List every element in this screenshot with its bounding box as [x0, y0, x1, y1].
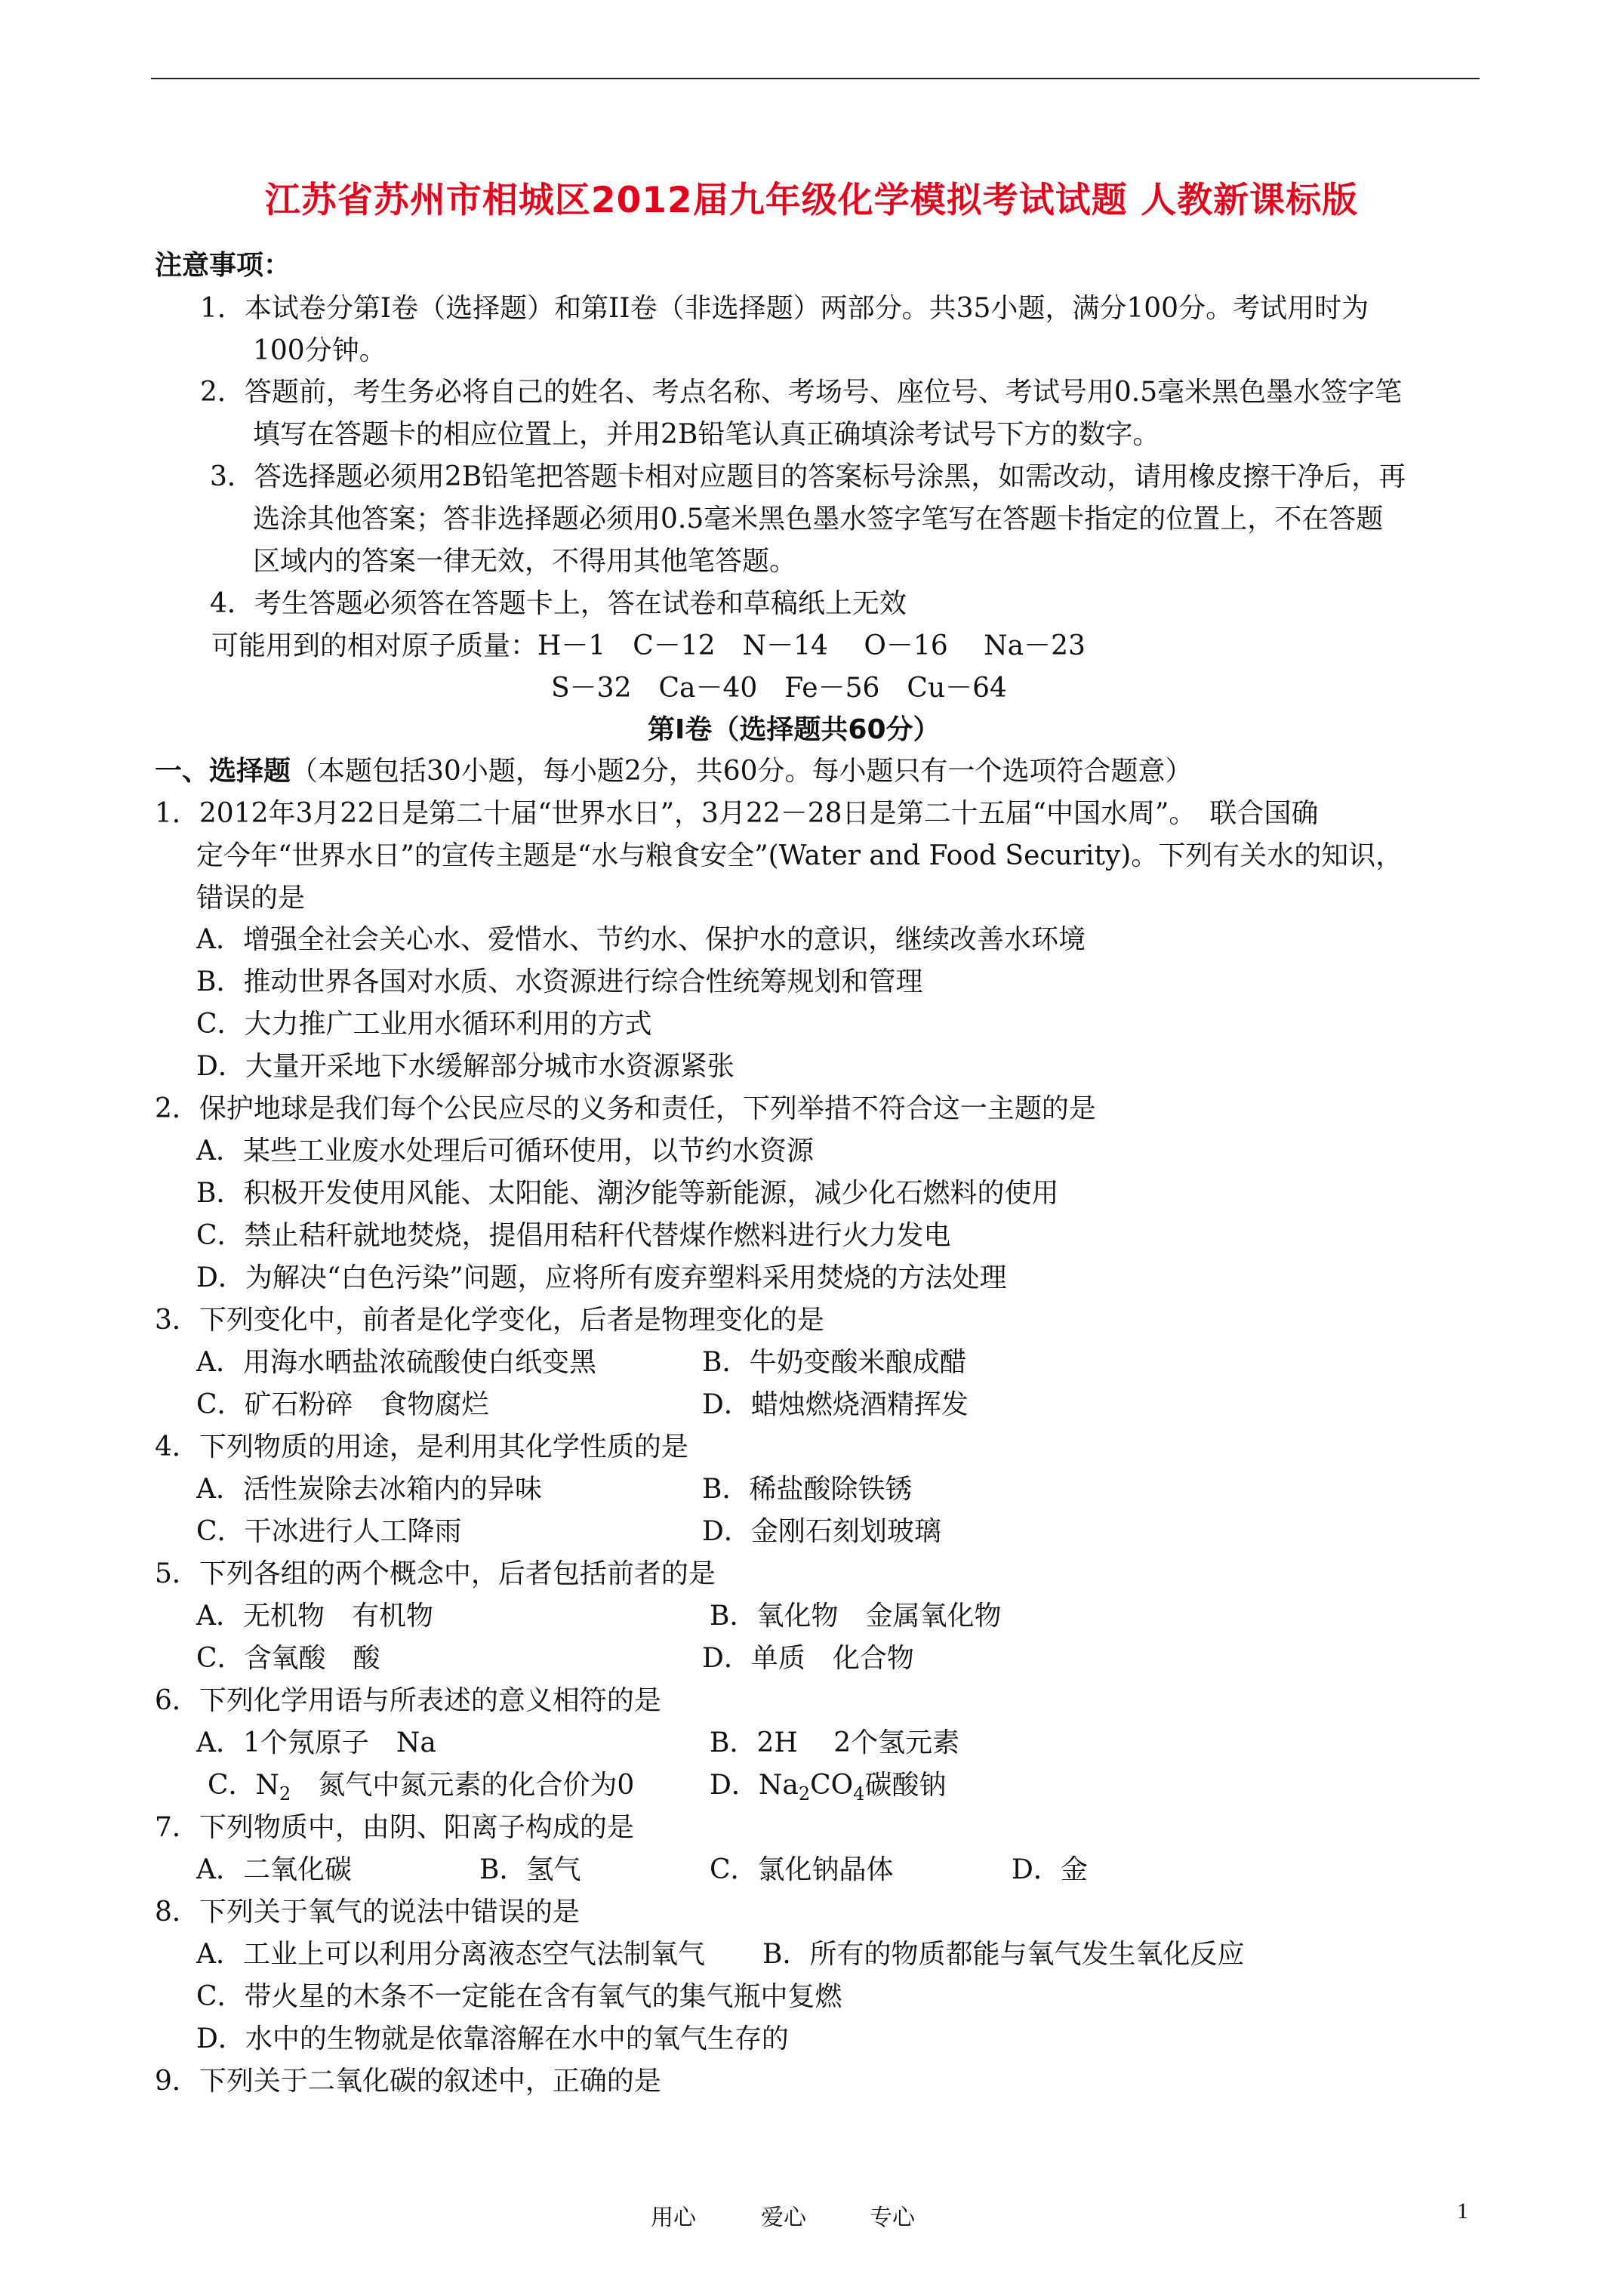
q1-option-d: D．大量开采地下水缓解部分城市水资源紧张	[196, 1051, 735, 1082]
q8-option-c: C．带火星的木条不一定能在含有氧气的集气瓶中复燃	[196, 1981, 842, 2012]
q1-option-a: A．增强全社会关心水、爱惜水、节约水、保护水的意识，继续改善水环境	[196, 924, 1086, 955]
q6-option-d: D．$Na_2CO_4$碳酸钠	[710, 1770, 947, 1805]
q8-option-a: A．工业上可以利用分离液态空气法制氧气	[196, 1939, 705, 1970]
q1-option-b: B．推动世界各国对水质、水资源进行综合性统筹规划和管理	[196, 966, 923, 997]
q4-option-b: B．稀盐酸除铁锈	[702, 1474, 913, 1505]
q5-option-b: B．氧化物 金属氧化物	[710, 1601, 1002, 1632]
notice-item-2-line-2: 填写在答题卡的相应位置上，并用2B铅笔认真正确填涂考试号下方的数字。	[253, 419, 1160, 450]
q1-stem-line-2: 定今年“世界水日”的宣传主题是“水与粮食安全”(Water and Food Security)。下列有关水的知识，	[196, 840, 1403, 871]
q7-option-b: B．氢气	[479, 1854, 581, 1885]
notice-item-1-line-1: 1．本试卷分第Ⅰ卷（选择题）和第II卷（非选择题）两部分。共35小题，满分100分。考试用时为	[200, 293, 1369, 324]
footer-slogan-1: 用心	[651, 2205, 696, 2231]
q2-option-b: B．积极开发使用风能、太阳能、潮汐能等新能源，减少化石燃料的使用	[196, 1178, 1059, 1209]
q1-stem-line-3: 错误的是	[196, 883, 306, 914]
notice-item-1-line-2: 100分钟。	[253, 335, 387, 366]
q6-option-a: A．1个氖原子 Na	[196, 1727, 436, 1758]
q7-option-c: C．氯化钠晶体	[710, 1854, 894, 1885]
q4-option-c: C．干冰进行人工降雨	[196, 1516, 462, 1547]
q5-stem: 5．下列各组的两个概念中，后者包括前者的是	[155, 1558, 716, 1589]
q7-option-d: D．金	[1012, 1854, 1088, 1885]
q5-option-c: C．含氧酸 酸	[196, 1643, 380, 1674]
q1-stem-line-1: 1．2012年3月22日是第二十届“世界水日”，3月22－28日是第二十五届“中国水周”。 联合国确	[155, 798, 1319, 829]
q3-stem: 3．下列变化中，前者是化学变化，后者是物理变化的是	[155, 1305, 824, 1336]
q8-option-d: D．水中的生物就是依靠溶解在水中的氧气生存的	[196, 2023, 789, 2054]
q2-option-d: D．为解决“白色污染”问题，应将所有废弃塑料采用焚烧的方法处理	[196, 1262, 1007, 1293]
q3-option-c: C．矿石粉碎 食物腐烂	[196, 1389, 489, 1420]
notice-item-3-line-1: 3．答选择题必须用2B铅笔把答题卡相对应题目的答案标号涂黑，如需改动，请用橡皮擦干净后，再	[210, 461, 1406, 492]
atomic-mass-line-2: S－32 Ca－40 Fe－56 Cu－64	[551, 673, 1007, 704]
footer-slogan-2: 爱心	[761, 2205, 806, 2231]
section-title: 第Ⅰ卷（选择题共60分）	[648, 714, 941, 745]
part-heading	[155, 755, 1193, 788]
q8-option-b: B．所有的物质都能与氧气发生氧化反应	[762, 1939, 1245, 1970]
notice-item-3-line-2: 选涂其他答案；答非选择题必须用0.5毫米黑色墨水签字笔写在答题卡指定的位置上，不在答题	[253, 504, 1384, 535]
notice-heading: 注意事项：	[155, 250, 291, 281]
atomic-mass-line-1: 可能用到的相对原子质量：H－1 C－12 N－14 O－16 Na－23	[211, 630, 1086, 661]
q5-option-d: D．单质 化合物	[702, 1643, 914, 1674]
q3-option-d: D．蜡烛燃烧酒精挥发	[702, 1389, 969, 1420]
notice-item-2-line-1: 2．答题前，考生务必将自己的姓名、考点名称、考场号、座位号、考试号用0.5毫米黑色墨水签字笔	[200, 377, 1403, 408]
q6-stem: 6．下列化学用语与所表述的意义相符的是	[155, 1685, 661, 1716]
q3-option-b: B．牛奶变酸米酿成醋	[702, 1347, 967, 1378]
header-rule	[151, 78, 1480, 79]
notice-item-3-line-3: 区域内的答案一律无效，不得用其他笔答题。	[253, 546, 797, 577]
q6-option-b: B．2H 2个氢元素	[710, 1727, 960, 1758]
q1-option-c: C．大力推广工业用水循环利用的方式	[196, 1009, 652, 1040]
part-heading-desc: （本题包括30小题，每小题2分，共60分。每小题只有一个选项符合题意）	[291, 756, 1193, 787]
q3-option-a: A．用海水晒盐浓硫酸使白纸变黑	[196, 1347, 596, 1378]
page-number: 1	[1457, 2199, 1468, 2224]
q7-option-a: A．二氧化碳	[196, 1854, 352, 1885]
q2-stem: 2．保护地球是我们每个公民应尽的义务和责任，下列举措不符合这一主题的是	[155, 1093, 1096, 1124]
q2-option-a: A．某些工业废水处理后可循环使用，以节约水资源	[196, 1136, 814, 1166]
q4-option-d: D．金刚石刻划玻璃	[702, 1516, 941, 1547]
q4-option-a: A．活性炭除去冰箱内的异味	[196, 1474, 542, 1505]
notice-item-4: 4．考生答题必须答在答题卡上，答在试卷和草稿纸上无效	[210, 588, 907, 619]
part-heading-label: 一、选择题	[155, 756, 291, 787]
q5-option-a: A．无机物 有机物	[196, 1601, 433, 1632]
q2-option-c: C．禁止秸秆就地焚烧，提倡用秸秆代替煤作燃料进行火力发电	[196, 1220, 951, 1251]
footer-slogan-3: 专心	[870, 2205, 915, 2231]
q6-option-c: C．$N_2$ 氮气中氮元素的化合价为0	[208, 1770, 635, 1805]
q9-stem: 9．下列关于二氧化碳的叙述中，正确的是	[155, 2066, 661, 2097]
document-title: 江苏省苏州市相城区2012届九年级化学模拟考试试题 人教新课标版	[264, 180, 1359, 221]
q4-stem: 4．下列物质的用途，是利用其化学性质的是	[155, 1432, 688, 1462]
q7-stem: 7．下列物质中，由阴、阳离子构成的是	[155, 1812, 634, 1843]
q8-stem: 8．下列关于氧气的说法中错误的是	[155, 1897, 580, 1928]
